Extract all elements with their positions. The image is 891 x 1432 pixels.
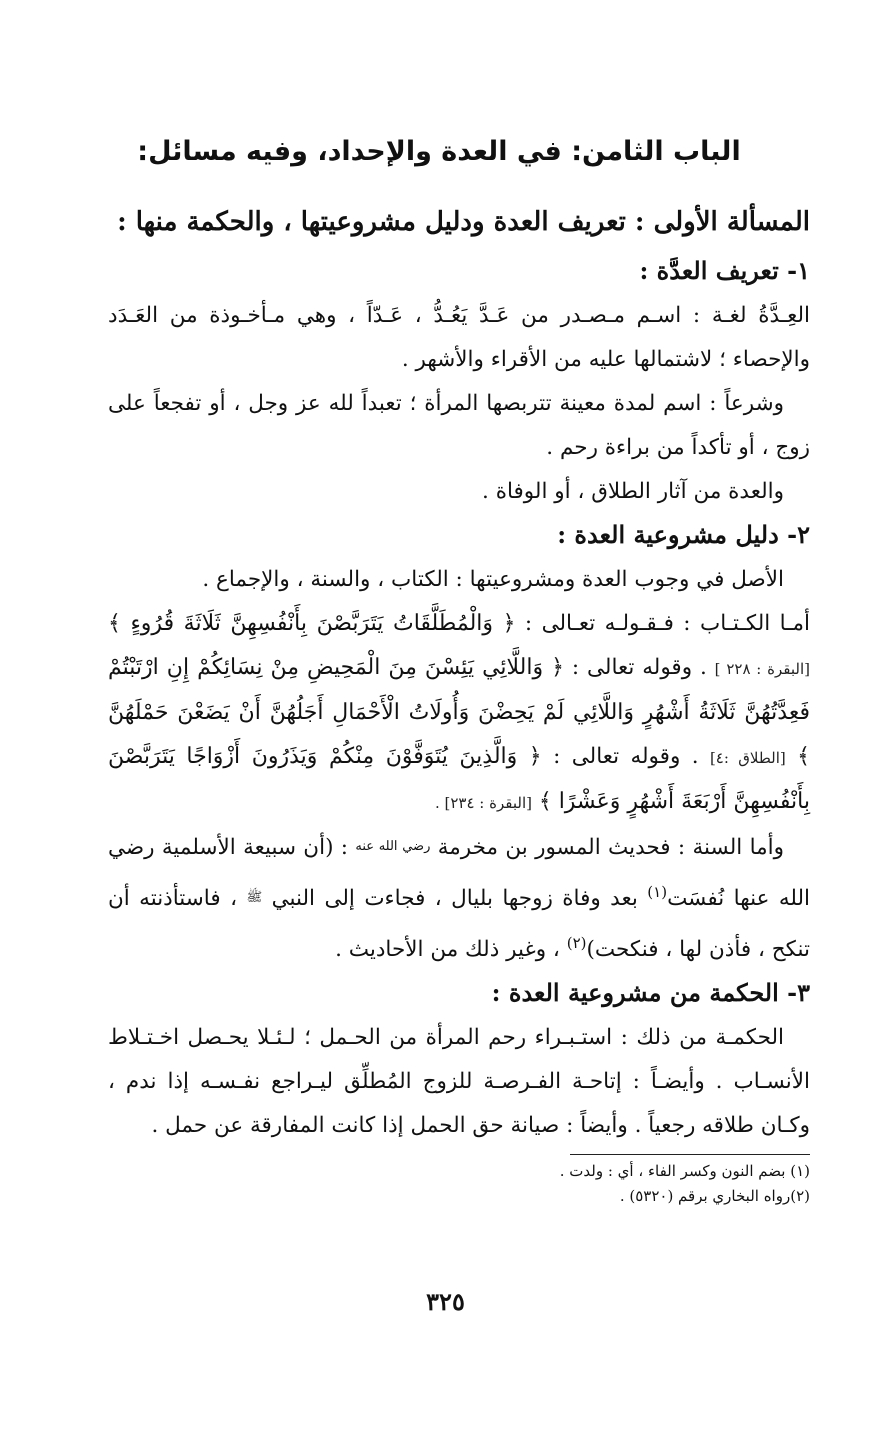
sunnah-part-2: : (أن سبيعة الأسلمية رضي الله عنها نُفسَت: [108, 835, 811, 911]
ref-talaq-4: [الطلاق :٤]: [709, 749, 786, 767]
definition-heading: ١- تعريف العدَّة :: [639, 256, 810, 285]
legal-definition: وشرعاً : اسم لمدة معينة تتربصها المرأة ؛ تعبداً لله عز وجل ، أو تفجعاً على زوج ، أو تأكداً من براءة رحم .: [108, 391, 810, 460]
linguistic-definition: العِـدَّةُ لغـة : اسـم مـصـدر من عَـدَّ يَعُـدُّ ، عَـدّاً ، وهي مـأخـوذة من العَـدَد والإحصاء ؛ لاشتمالها عليه من الأقراء والأشهر .: [108, 303, 810, 372]
ayah-baqarah-228: ﴿ وَالْمُطَلَّقَاتُ يَتَرَبَّصْنَ بِأَنْفُسِهِنَّ ثَلَاثَةَ قُرُوءٍ ﴾: [108, 611, 516, 636]
footnote-1: (١) بضم النون وكسر الفاء ، أي : ولدت .: [559, 1162, 810, 1180]
footnote-marker-2[interactable]: (٢): [566, 934, 587, 952]
page-number: ٣٢٥: [426, 1287, 465, 1316]
ref-baqarah-228: [البقرة : ٢٢٨ ]: [714, 660, 810, 678]
evidence-basis: الأصل في وجوب العدة ومشروعيتها : الكتاب ، والسنة ، والإجماع .: [202, 567, 784, 592]
causes-paragraph: والعدة من آثار الطلاق ، أو الوفاة .: [482, 479, 784, 504]
connector-2: . وقوله تعالى :: [571, 655, 707, 680]
footnote-marker-1[interactable]: (١): [647, 883, 668, 901]
ayah-baqarah-234: ﴿ وَالَّذِينَ يُتَوَفَّوْنَ مِنْكُمْ وَيَذَرُونَ أَزْوَاجًا يَتَرَبَّصْنَ بِأَنْفُسِهِنَّ أَرْبَعَةَ أَشْهُرٍ وَعَشْرًا ﴾: [108, 744, 810, 814]
sunnah-part-1: وأما السنة : فحديث المسور بن مخرمة: [437, 835, 785, 860]
ayah-talaq-4: ﴿ وَاللَّائِي يَئِسْنَ مِنَ الْمَحِيضِ مِنْ نِسَائِكُمْ إِنِ ارْتَبْتُمْ فَعِدَّتُهُنَّ ثَلَاثَةُ أَشْهُرٍ وَاللَّائِي لَمْ يَحِضْنَ وَأُولَاتُ الْأَحْمَالِ أَجَلُهُنَّ أَنْ يَضَعْنَ حَمْلَهُنَّ ﴾: [108, 655, 810, 769]
page-body: [108, 130, 810, 1209]
wisdom-paragraph: الحكمـة من ذلك : استـبـراء رحم المرأة من الحـمل ؛ لـئـلا يحـصل اخـتـلاط الأنسـاب . وأيضـاً : إتاحـة الفـرصـة للزوج المُطلِّق ليـراجع نفـسـه إذا ندم ، وكـان طلاقه رجعياً . وأيضاً : صيانة حق الحمل إذا كانت المفارقة عن حمل .: [108, 1025, 810, 1138]
footnote-2: (٢)رواه البخاري برقم (٥٣٢٠) .: [619, 1187, 810, 1205]
sunnah-part-4: ، فاستأذنته أن تنكح ، فأذن لها ، فنكحت): [108, 886, 810, 962]
issue-heading: المسألة الأولى : تعريف العدة ودليل مشروعيتها ، والحكمة منها :: [117, 207, 810, 237]
sunnah-evidence-paragraph: [108, 825, 810, 972]
connector-3: . وقوله تعالى :: [553, 744, 699, 769]
ref-baqarah-234: [البقرة : ٢٣٤] .: [434, 794, 532, 812]
footnotes: [559, 1154, 810, 1209]
chapter-title: الباب الثامن: في العدة والإحداد، وفيه مسائل:: [137, 136, 741, 167]
wisdom-heading: ٣- الحكمة من مشروعية العدة :: [491, 978, 810, 1007]
evidence-heading: ٢- دليل مشروعية العدة :: [557, 520, 810, 549]
radiyallah-honorific: رضي الله عنه: [355, 839, 431, 854]
book-intro: أمـا الكـتـاب : فـقـولـه تعـالى :: [524, 611, 810, 636]
quran-evidence-paragraph: [108, 602, 810, 825]
sunnah-part-5: ، وغير ذلك من الأحاديث .: [335, 937, 560, 962]
sunnah-part-3: بعد وفاة زوجها بليال ، فجاءت إلى النبي: [271, 886, 638, 911]
prophet-honorific: ﷺ: [246, 890, 263, 905]
